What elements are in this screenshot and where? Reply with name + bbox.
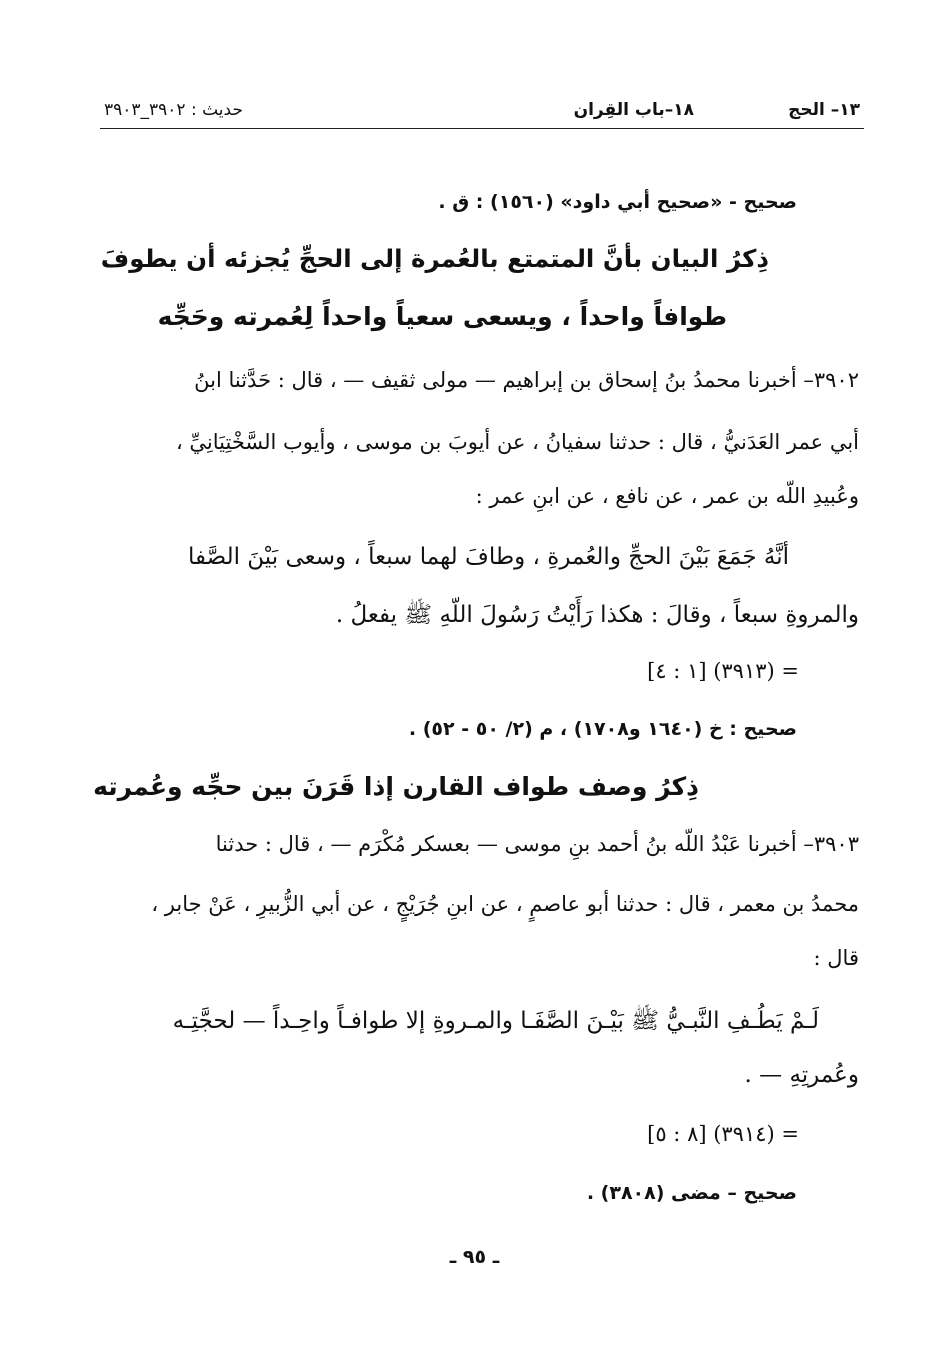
hadith-3902-isnad-line-1: ٣٩٠٢– أخبرنا محمدُ بنُ إسحاق بن إبراهيم — مولى ثقيف — ، قال : حَدَّثنا ابنُ — [194, 368, 859, 392]
hadith-3902-matn-line-1: أنَّهُ جَمَعَ بَيْنَ الحجِّ والعُمرةِ ، وطافَ لهما سبعاً ، وسعى بَيْنَ الصَّفا — [187, 544, 789, 570]
hadith-3902-isnad-line-3: وعُبيدِ اللّه بن عمر ، عن نافع ، عن ابنِ عمر : — [475, 484, 859, 508]
page-number: ـ ٩٥ ـ — [449, 1246, 500, 1268]
hadith-3903-matn-line-1: لَـمْ يَطُـفِ النَّبـيُّ ﷺ بَيْـنَ الصَّفَـا والمـروةِ إلا طوافـاً واحِـداً — لحجَّتِـه — [172, 1008, 819, 1034]
hadith-3902-isnad-line-2: أبي عمر العَدَنيُّ ، قال : حدثنا سفيانُ ، عن أيوبَ بن موسى ، وأيوب السَّخْتِيَانِيِّ ، — [175, 430, 859, 454]
hadith-range: حديث : ٣٩٠٢_٣٩٠٣ — [104, 100, 243, 120]
cross-reference-3902: = (٣٩١٣) [١ : ٤] — [647, 659, 799, 683]
section-title: ١٨–باب القِران — [573, 100, 694, 120]
grade-note-1: صحيح - «صحيح أبي داود» (١٥٦٠) : ق . — [438, 191, 797, 213]
section-heading-1-line-2: طوافاً واحداً ، ويسعى سعياً واحداً لِعُمرته وحَجِّه — [157, 302, 727, 331]
hadith-3903-isnad-line-2: محمدُ بن معمر ، قال : حدثنا أبو عاصمٍ ، عن ابنِ جُرَيْجٍ ، عن أبي الزُّبيرِ ، عَنْ جابر ، — [151, 892, 859, 916]
page-header — [100, 92, 864, 129]
hadith-3903-matn-line-2: وعُمرتِهِ — . — [744, 1062, 859, 1088]
grade-note-2: صحيح : خ (١٦٤٠ و١٧٠٨) ، م (٢/ ٥٠ - ٥٢) . — [408, 718, 797, 740]
section-heading-1-line-1: ذِكرُ البيان بأنَّ المتمتع بالعُمرة إلى الحجِّ يُجزئه أن يطوفَ — [100, 244, 769, 273]
grade-note-3: صحيح – مضى (٣٨٠٨) . — [586, 1182, 797, 1204]
section-heading-2: ذِكرُ وصف طواف القارن إذا قَرَنَ بين حجِّه وعُمرته — [93, 772, 699, 801]
hadith-3903-isnad-line-3: قال : — [813, 946, 859, 970]
chapter-title: ١٣– الحج — [788, 100, 860, 120]
cross-reference-3903: = (٣٩١٤) [٨ : ٥] — [647, 1122, 799, 1146]
hadith-3903-isnad-line-1: ٣٩٠٣– أخبرنا عَبْدُ اللّه بنُ أحمد بنِ موسى — بعسكر مُكْرَم — ، قال : حدثنا — [215, 832, 859, 856]
hadith-3902-matn-line-2: والمروةِ سبعاً ، وقالَ : هكذا رَأَيْتُ رَسُولَ اللّهِ ﷺ يفعلُ . — [335, 602, 859, 628]
